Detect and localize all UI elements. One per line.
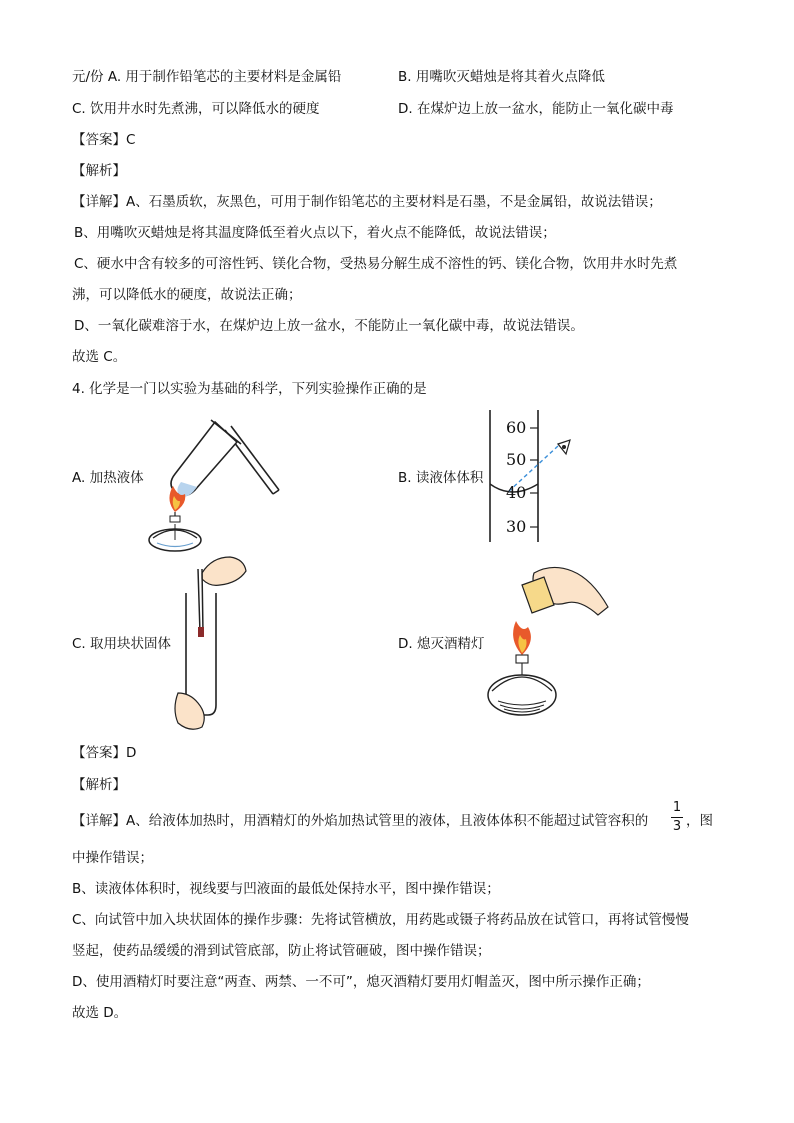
q4-option-d: D. 熄灭酒精灯 (398, 636, 485, 652)
fraction-bar (671, 817, 683, 818)
cylinder-label-40: 40 (506, 483, 527, 502)
fraction-numerator: 1 (672, 800, 682, 815)
q3-option-c: C. 饮用井水时先煮沸，可以降低水的硬度 (72, 101, 320, 117)
q4-detail-a-line1: 【详解】A、给液体加热时，用酒精灯的外焰加热试管里的液体，且液体体积不能超过试管容积的 (72, 813, 649, 829)
cylinder-label-60: 60 (506, 418, 527, 437)
q4-detail-d: D、使用酒精灯时要注意“两查、两禁、一不可”，熄灭酒精灯要用灯帽盖灭，图中所示操作正确； (72, 974, 650, 990)
q4-detail-b: B、读液体体积时，视线要与凹液面的最低处保持水平，图中操作错误； (72, 881, 500, 897)
q3-option-a: 元/份 A. 用于制作铅笔芯的主要材料是金属铅 (72, 69, 342, 85)
fraction-denominator: 3 (672, 819, 682, 834)
q3-detail-c-line1: C、硬水中含有较多的可溶性钙、镁化合物，受热易分解生成不溶性的钙、镁化合物，饮用井水时先煮 (74, 256, 678, 272)
q4-option-a: A. 加热液体 (72, 470, 144, 486)
q3-detail-c-line2: 沸，可以降低水的硬度，故说法正确； (72, 287, 302, 303)
q3-analysis-heading: 【解析】 (72, 163, 126, 179)
q4-option-b: B. 读液体体积 (398, 470, 484, 486)
extinguish-lamp-figure (482, 563, 612, 723)
q3-detail-d: D、一氧化碳难溶于水，在煤炉边上放一盆水，不能防止一氧化碳中毒，故说法错误。 (74, 318, 584, 334)
q4-option-c: C. 取用块状固体 (72, 636, 172, 652)
q4-choose: 故选 D。 (72, 1005, 128, 1021)
q4-detail-c-line2: 竖起，使药品缓缓的滑到试管底部，防止将试管砸破，图中操作错误； (72, 943, 491, 959)
q4-detail-c-line1: C、向试管中加入块状固体的操作步骤：先将试管横放，用药匙或镊子将药品放在试管口，再将试管慢慢 (72, 912, 689, 928)
q3-option-d: D. 在煤炉边上放一盆水，能防止一氧化碳中毒 (398, 101, 674, 117)
cylinder-label-30: 30 (506, 517, 527, 536)
cylinder-label-50: 50 (506, 450, 527, 469)
q4-answer: 【答案】D (72, 745, 137, 761)
q4-detail-a-line2: 中操作错误； (72, 850, 153, 866)
q3-choose: 故选 C。 (72, 349, 127, 365)
q3-answer: 【答案】C (72, 132, 136, 148)
heating-liquid-figure (145, 412, 285, 552)
q4-analysis-heading: 【解析】 (72, 777, 126, 793)
q4-stem: 4. 化学是一门以实验为基础的科学，下列实验操作正确的是 (72, 381, 427, 397)
q3-detail-b: B、用嘴吹灭蜡烛是将其温度降低至着火点以下，着火点不能降低，故说法错误； (74, 225, 556, 241)
q4-detail-a-tail: ，图 (686, 813, 713, 829)
q3-detail-a: 【详解】A、石墨质软，灰黑色，可用于制作铅笔芯的主要材料是石墨，不是金属铅，故说法错误； (72, 194, 662, 210)
q3-option-b: B. 用嘴吹灭蜡烛是将其着火点降低 (398, 69, 605, 85)
adding-solid-figure (172, 553, 252, 733)
cylinder-reading-figure (478, 410, 588, 545)
